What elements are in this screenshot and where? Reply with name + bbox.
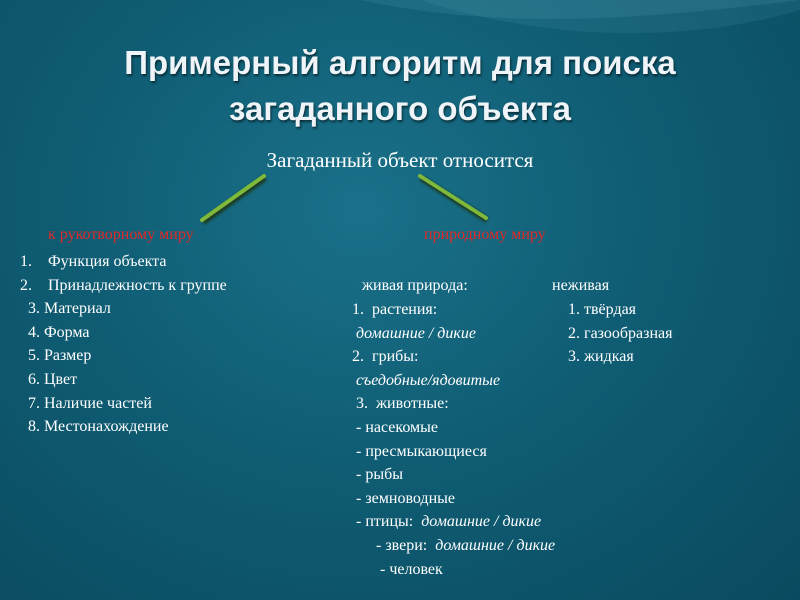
list-item-beasts (352, 534, 555, 558)
living-nature-list (352, 298, 555, 581)
right-arrow (421, 178, 487, 220)
title-line-2: загаданного объекта (229, 90, 571, 127)
left-arrow (203, 178, 265, 222)
branch-man-made: к рукотворному миру (48, 226, 194, 243)
branch-natural: природному миру (424, 226, 546, 243)
left-arrow-line (202, 176, 264, 220)
list-item: - земноводные (352, 489, 455, 507)
birds-value: домашние / дикие (421, 513, 542, 531)
list-item: домашние / дикие (356, 324, 476, 342)
list-item: 2. газообразная (568, 324, 673, 342)
list-item: - насекомые (352, 418, 439, 436)
nonliving-nature-header: неживая (552, 277, 610, 294)
beasts-label: - звери: (352, 536, 436, 554)
list-item: - рыбы (352, 466, 403, 484)
living-nature-header: живая природа: (362, 277, 468, 294)
right-arrow-line (420, 176, 486, 218)
beasts-value: домашние / дикие (435, 536, 556, 554)
list-item: 2. Принадлежность к группе (20, 276, 227, 294)
birds-label: - птицы: (352, 513, 422, 531)
list-item: 3. животные: (352, 395, 449, 413)
list-item-human: - человек (352, 560, 443, 578)
list-item: 3. Материал (20, 300, 111, 318)
title-line-1: Примерный алгоритм для поиска (124, 44, 676, 81)
list-item: 1. твёрдая (568, 301, 637, 318)
list-item: 3. жидкая (568, 348, 634, 366)
subtitle: Загаданный объект относится (266, 148, 534, 172)
man-made-criteria-list (20, 250, 227, 439)
nonliving-nature-list (568, 298, 672, 369)
list-item: 6. Цвет (20, 370, 78, 388)
slide-title (0, 40, 800, 132)
list-item: съедобные/ядовитые (356, 371, 501, 389)
list-item: 8. Местонахождение (20, 418, 169, 436)
list-item: - пресмыкающиеся (352, 442, 487, 460)
list-item: 1. Функция объекта (20, 253, 167, 270)
list-item: 4. Форма (20, 323, 90, 341)
list-item: 7. Наличие частей (20, 394, 152, 412)
list-item-birds (352, 510, 555, 534)
list-item: 2. грибы: (352, 348, 419, 366)
list-item: 5. Размер (20, 347, 92, 365)
list-item: 1. растения: (352, 301, 438, 318)
